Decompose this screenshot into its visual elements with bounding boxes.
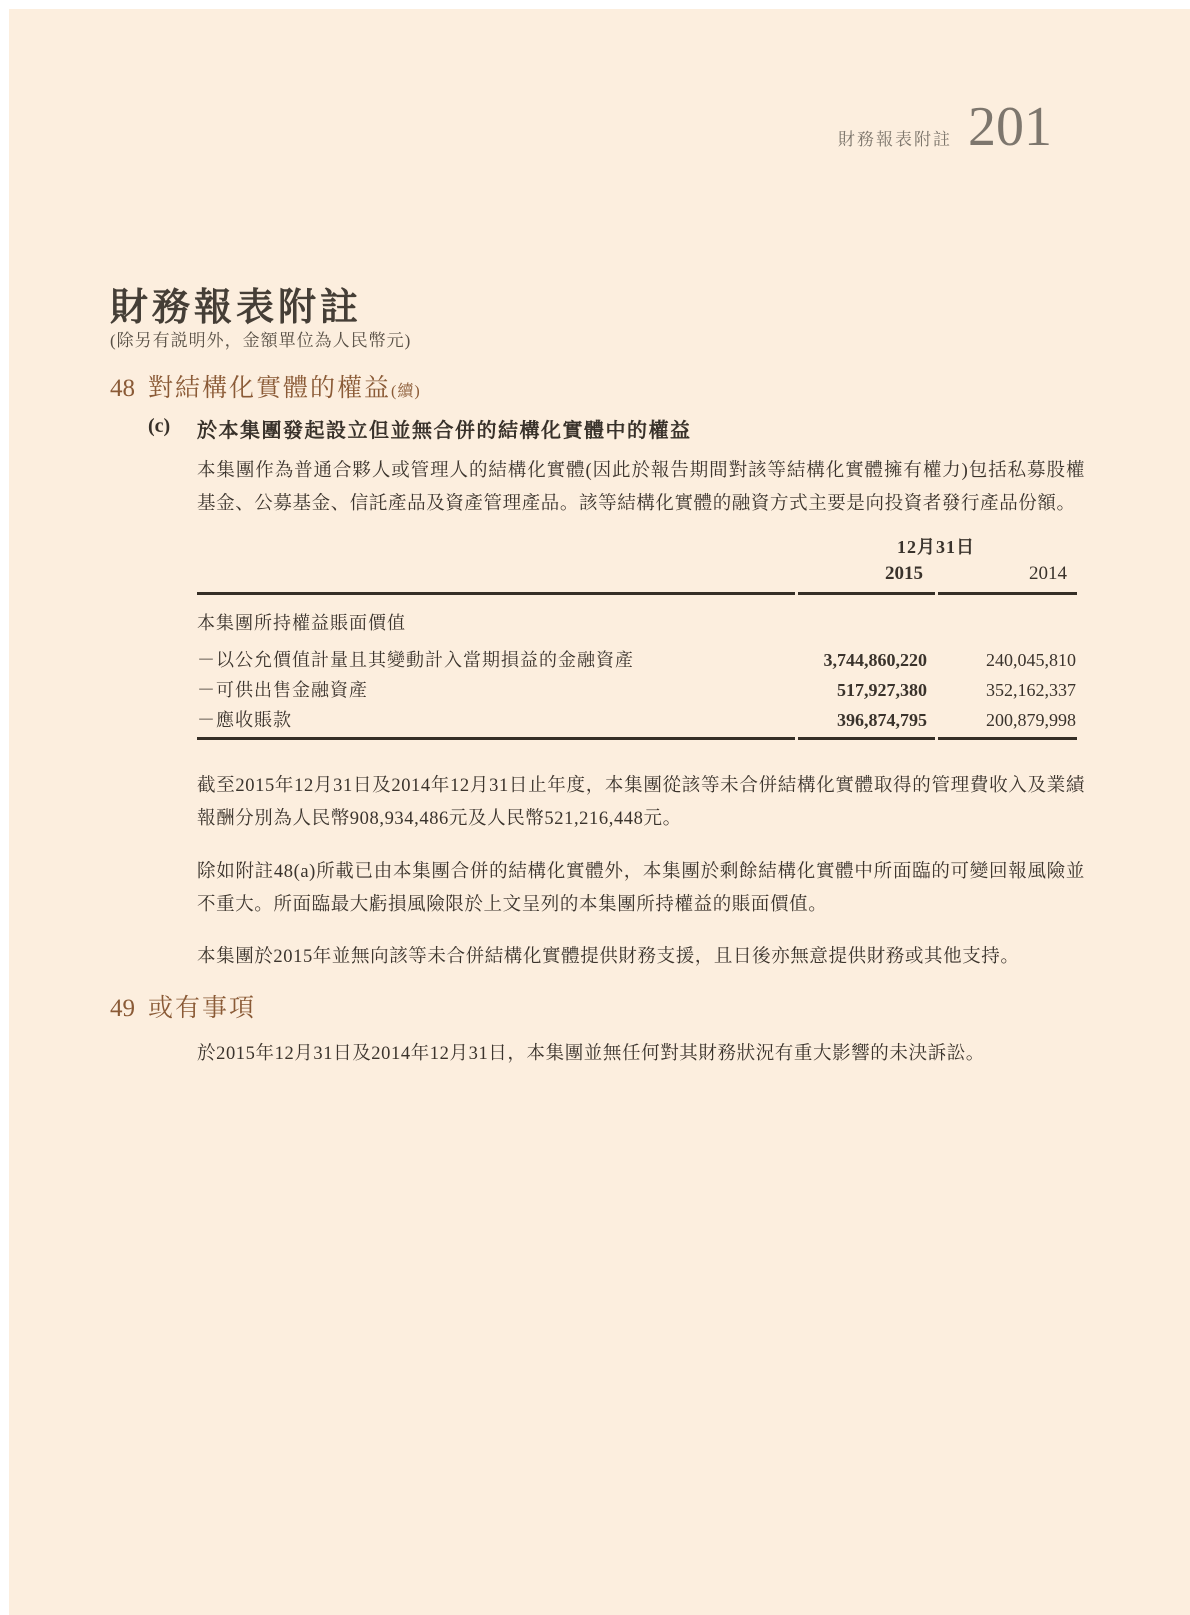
running-header-page-number: 201 xyxy=(968,96,1052,158)
table-row-value-2014: 200,879,998 xyxy=(986,710,1076,730)
table-row-label: －可供出售金融資產 xyxy=(197,680,368,700)
section-48-heading xyxy=(110,368,421,404)
running-header xyxy=(838,95,1052,159)
table-row-value-2014: 240,045,810 xyxy=(986,650,1076,670)
section-48-title: 對結構化實體的權益 xyxy=(148,375,392,402)
table-bottom-rule xyxy=(197,737,1077,740)
subsection-c-title: 於本集團發起設立但並無合併的結構化實體中的權益 xyxy=(197,420,692,442)
litigation-paragraph: 於2015年12月31日及2014年12月31日，本集團並無任何對其財務狀況有重大影響的未決訴訟。 xyxy=(197,1044,985,1064)
table-year-header-2015: 2015 xyxy=(885,563,923,584)
table-top-rule xyxy=(197,592,1077,595)
table-year-header-2014: 2014 xyxy=(1029,563,1067,584)
table-row xyxy=(197,705,1077,735)
table-rule-gap xyxy=(795,737,798,740)
intro-paragraph: 本集團作為普通合夥人或管理人的結構化實體(因此於報告期間對該等結構化實體擁有權力)包括私募股權基金、公募基金、信託產品及資產管理產品。該等結構化實體的融資方式主要是向投資者發行產品份額。 xyxy=(197,461,1085,514)
table-rule-gap xyxy=(935,592,938,595)
table-row-label: －以公允價值計量且其變動計入當期損益的金融資產 xyxy=(197,650,634,670)
table-row xyxy=(197,645,1077,675)
table-rule-gap xyxy=(935,737,938,740)
table-row xyxy=(197,675,1077,705)
table-row-value-2015: 517,927,380 xyxy=(837,680,927,700)
table-rule-gap xyxy=(795,592,798,595)
table-year-header-row xyxy=(197,563,1077,585)
section-48-continued-tag: (續) xyxy=(391,383,421,400)
interests-table xyxy=(197,533,1077,745)
document-title: 財務報表附註 xyxy=(110,287,363,329)
subsection-c-label: (c) xyxy=(148,415,171,437)
page-background xyxy=(9,9,1190,1615)
section-48-number: 48 xyxy=(110,375,135,402)
table-date-header: 12月31日 xyxy=(897,537,975,557)
table-group-label: 本集團所持權益賬面價值 xyxy=(197,613,406,633)
section-49-title: 或有事項 xyxy=(148,995,257,1022)
risk-paragraph: 除如附註48(a)所載已由本集團合併的結構化實體外，本集團於剩餘結構化實體中所面臨的可變回報風險並不重大。所面臨最大虧損風險限於上文呈列的本集團所持權益的賬面價值。 xyxy=(197,862,1085,915)
table-row-value-2015: 3,744,860,220 xyxy=(823,650,927,670)
table-row-value-2015: 396,874,795 xyxy=(837,710,927,730)
table-year-header-spacer xyxy=(197,563,795,585)
support-paragraph: 本集團於2015年並無向該等未合併結構化實體提供財務支援，且日後亦無意提供財務或其他支持。 xyxy=(197,947,1020,967)
section-49-heading xyxy=(110,988,256,1024)
fees-paragraph: 截至2015年12月31日及2014年12月31日止年度，本集團從該等未合併結構化實體取得的管理費收入及業績報酬分別為人民幣908,934,486元及人民幣521,216,448元。 xyxy=(197,776,1085,829)
table-row-label: －應收賬款 xyxy=(197,710,292,730)
document-subtitle: (除另有説明外，金額單位為人民幣元) xyxy=(110,331,412,350)
table-row-value-2014: 352,162,337 xyxy=(986,680,1076,700)
section-49-number: 49 xyxy=(110,995,135,1022)
running-header-section-label: 財務報表附註 xyxy=(838,130,952,149)
